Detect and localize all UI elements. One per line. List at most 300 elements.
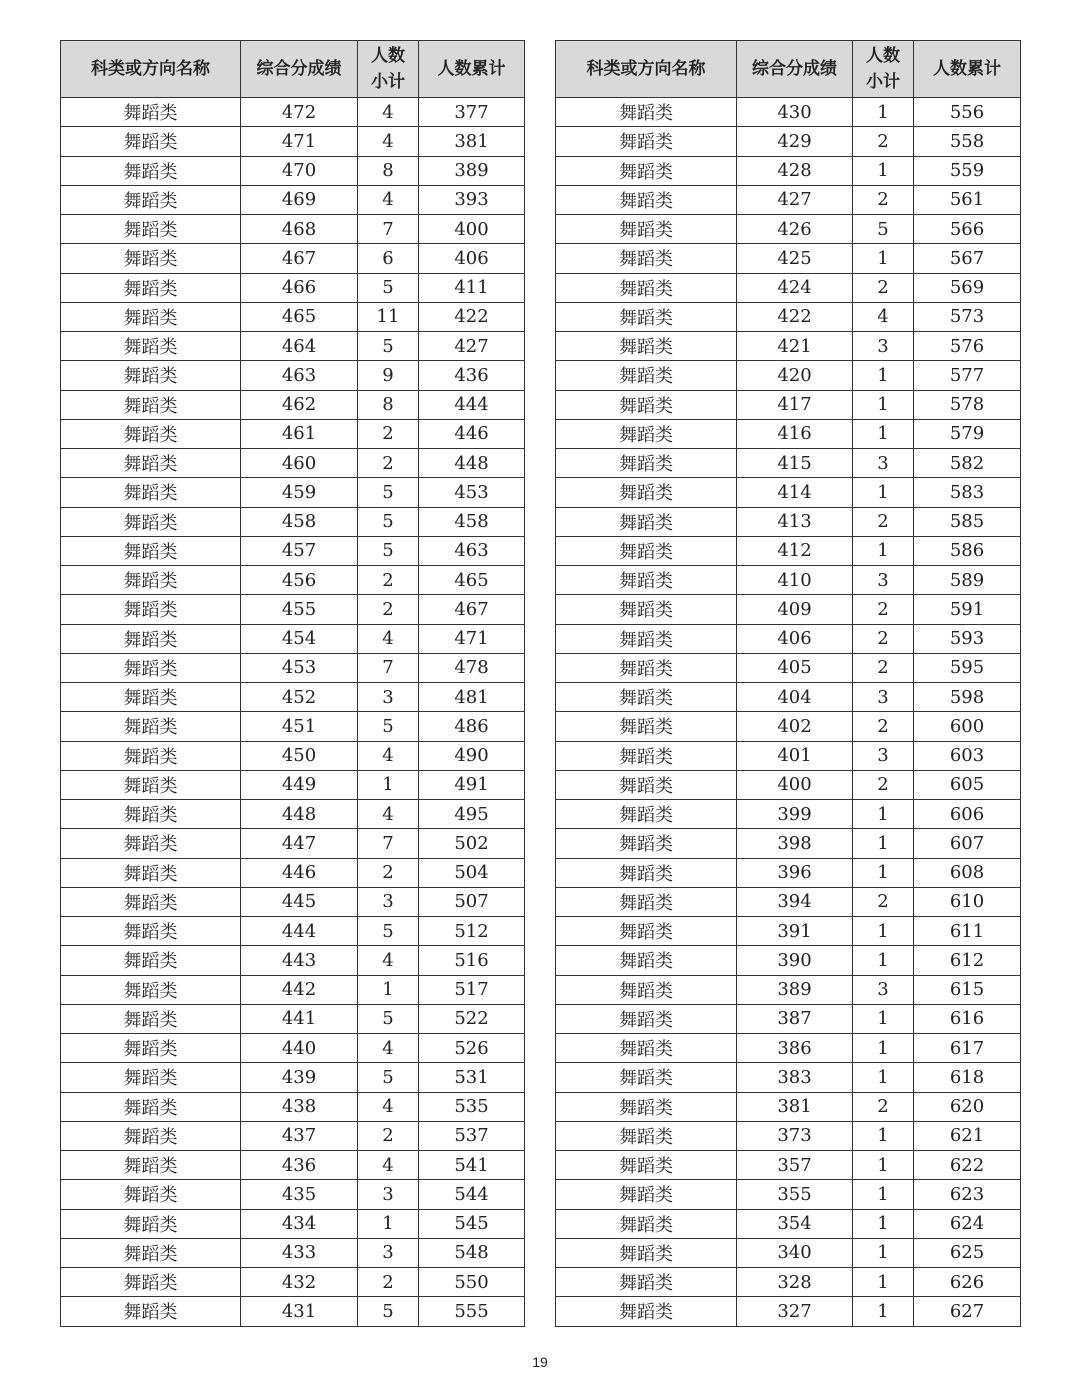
table-row (61, 478, 525, 507)
cell-name: 舞蹈类 (556, 478, 737, 507)
cell-score: 430 (737, 98, 853, 127)
cell-count: 4 (358, 127, 419, 156)
table-row (61, 683, 525, 712)
cell-cumulative: 618 (914, 1063, 1021, 1092)
cell-score: 386 (737, 1034, 853, 1063)
cell-count: 3 (853, 975, 914, 1004)
cell-cumulative: 446 (419, 419, 525, 448)
cell-cumulative: 558 (914, 127, 1021, 156)
cell-count: 5 (358, 478, 419, 507)
cell-count: 4 (358, 624, 419, 653)
cell-cumulative: 548 (419, 1238, 525, 1267)
cell-score: 425 (737, 244, 853, 273)
cell-count: 2 (853, 624, 914, 653)
cell-name: 舞蹈类 (61, 478, 241, 507)
cell-score: 355 (737, 1180, 853, 1209)
cell-score: 415 (737, 449, 853, 478)
cell-cumulative: 591 (914, 595, 1021, 624)
cell-count: 1 (853, 1297, 914, 1326)
cell-count: 1 (853, 419, 914, 448)
cell-score: 402 (737, 712, 853, 741)
cell-count: 1 (853, 829, 914, 858)
cell-cumulative: 573 (914, 302, 1021, 331)
cell-cumulative: 504 (419, 858, 525, 887)
cell-name: 舞蹈类 (61, 273, 241, 302)
table-row (556, 1268, 1021, 1297)
cell-cumulative: 517 (419, 975, 525, 1004)
cell-count: 4 (358, 1092, 419, 1121)
cell-name: 舞蹈类 (61, 1180, 241, 1209)
cell-cumulative: 481 (419, 683, 525, 712)
cell-score: 405 (737, 653, 853, 682)
cell-count: 1 (853, 1121, 914, 1150)
cell-name: 舞蹈类 (61, 156, 241, 185)
cell-score: 400 (737, 770, 853, 799)
table-row (61, 302, 525, 331)
cell-count: 1 (853, 1180, 914, 1209)
cell-score: 453 (241, 653, 358, 682)
table-row (61, 1004, 525, 1033)
cell-count: 3 (853, 449, 914, 478)
cell-score: 439 (241, 1063, 358, 1092)
cell-name: 舞蹈类 (556, 390, 737, 419)
table-row (61, 507, 525, 536)
cell-cumulative: 535 (419, 1092, 525, 1121)
cell-name: 舞蹈类 (61, 975, 241, 1004)
table-row (61, 887, 525, 916)
cell-cumulative: 626 (914, 1268, 1021, 1297)
cell-cumulative: 607 (914, 829, 1021, 858)
cell-name: 舞蹈类 (61, 185, 241, 214)
table-row (556, 1121, 1021, 1150)
cell-cumulative: 615 (914, 975, 1021, 1004)
table-row (61, 1268, 525, 1297)
cell-count: 3 (853, 332, 914, 361)
cell-score: 438 (241, 1092, 358, 1121)
cell-count: 2 (853, 712, 914, 741)
table-row (61, 829, 525, 858)
cell-score: 421 (737, 332, 853, 361)
table-row (61, 1209, 525, 1238)
score-table-left (60, 40, 525, 1327)
cell-score: 354 (737, 1209, 853, 1238)
cell-score: 451 (241, 712, 358, 741)
table-row (61, 946, 525, 975)
table-row (556, 419, 1021, 448)
table-row (556, 1238, 1021, 1267)
cell-score: 435 (241, 1180, 358, 1209)
table-row (556, 361, 1021, 390)
cell-count: 3 (358, 683, 419, 712)
cell-cumulative: 566 (914, 215, 1021, 244)
cell-cumulative: 600 (914, 712, 1021, 741)
cell-cumulative: 610 (914, 887, 1021, 916)
cell-score: 416 (737, 419, 853, 448)
cell-count: 4 (358, 185, 419, 214)
table-row (61, 1297, 525, 1326)
cell-name: 舞蹈类 (61, 1092, 241, 1121)
cell-cumulative: 576 (914, 332, 1021, 361)
cell-name: 舞蹈类 (556, 800, 737, 829)
cell-score: 340 (737, 1238, 853, 1267)
cell-name: 舞蹈类 (556, 1268, 737, 1297)
cell-name: 舞蹈类 (556, 712, 737, 741)
header-cumulative: 人数累计 (419, 41, 525, 98)
cell-name: 舞蹈类 (61, 770, 241, 799)
table-row (61, 1121, 525, 1150)
cell-cumulative: 616 (914, 1004, 1021, 1033)
cell-name: 舞蹈类 (61, 1063, 241, 1092)
cell-name: 舞蹈类 (61, 302, 241, 331)
table-row (556, 712, 1021, 741)
table-row (61, 390, 525, 419)
cell-name: 舞蹈类 (556, 449, 737, 478)
cell-count: 5 (358, 917, 419, 946)
cell-cumulative: 448 (419, 449, 525, 478)
cell-cumulative: 605 (914, 770, 1021, 799)
page-number: 19 (532, 1354, 548, 1370)
cell-name: 舞蹈类 (61, 1268, 241, 1297)
cell-name: 舞蹈类 (61, 829, 241, 858)
table-row (556, 858, 1021, 887)
table-row (61, 595, 525, 624)
cell-score: 434 (241, 1209, 358, 1238)
table-row (61, 624, 525, 653)
cell-score: 448 (241, 800, 358, 829)
cell-count: 2 (853, 507, 914, 536)
cell-cumulative: 545 (419, 1209, 525, 1238)
cell-score: 410 (737, 566, 853, 595)
cell-count: 5 (358, 536, 419, 565)
cell-cumulative: 622 (914, 1151, 1021, 1180)
cell-cumulative: 478 (419, 653, 525, 682)
cell-count: 2 (853, 185, 914, 214)
cell-name: 舞蹈类 (61, 244, 241, 273)
cell-name: 舞蹈类 (61, 98, 241, 127)
cell-score: 458 (241, 507, 358, 536)
cell-score: 381 (737, 1092, 853, 1121)
cell-name: 舞蹈类 (556, 829, 737, 858)
cell-score: 462 (241, 390, 358, 419)
cell-cumulative: 589 (914, 566, 1021, 595)
cell-score: 428 (737, 156, 853, 185)
table-row (556, 273, 1021, 302)
cell-name: 舞蹈类 (556, 1180, 737, 1209)
cell-name: 舞蹈类 (61, 800, 241, 829)
cell-score: 457 (241, 536, 358, 565)
cell-cumulative: 606 (914, 800, 1021, 829)
table-row (556, 1092, 1021, 1121)
score-table-right (555, 40, 1021, 1327)
table-row (61, 1092, 525, 1121)
cell-name: 舞蹈类 (556, 653, 737, 682)
cell-score: 414 (737, 478, 853, 507)
cell-name: 舞蹈类 (61, 653, 241, 682)
cell-cumulative: 620 (914, 1092, 1021, 1121)
cell-name: 舞蹈类 (61, 536, 241, 565)
cell-score: 447 (241, 829, 358, 858)
table-row (556, 449, 1021, 478)
header-count-line1: 人数 (371, 46, 405, 66)
cell-name: 舞蹈类 (61, 887, 241, 916)
cell-cumulative: 490 (419, 741, 525, 770)
cell-score: 464 (241, 332, 358, 361)
cell-name: 舞蹈类 (556, 1063, 737, 1092)
cell-count: 2 (358, 419, 419, 448)
table-body-left (61, 98, 525, 1327)
cell-score: 391 (737, 917, 853, 946)
cell-score: 443 (241, 946, 358, 975)
table-row (61, 741, 525, 770)
cell-name: 舞蹈类 (61, 215, 241, 244)
table-body-right (556, 98, 1021, 1327)
cell-score: 452 (241, 683, 358, 712)
cell-cumulative: 453 (419, 478, 525, 507)
cell-name: 舞蹈类 (556, 536, 737, 565)
cell-count: 7 (358, 829, 419, 858)
cell-count: 2 (358, 566, 419, 595)
cell-score: 427 (737, 185, 853, 214)
cell-cumulative: 516 (419, 946, 525, 975)
cell-cumulative: 585 (914, 507, 1021, 536)
cell-cumulative: 512 (419, 917, 525, 946)
cell-count: 3 (853, 566, 914, 595)
cell-cumulative: 611 (914, 917, 1021, 946)
cell-count: 1 (853, 917, 914, 946)
table-row (61, 653, 525, 682)
cell-count: 3 (358, 1238, 419, 1267)
cell-count: 2 (358, 449, 419, 478)
cell-score: 456 (241, 566, 358, 595)
cell-count: 1 (853, 1063, 914, 1092)
table-row (61, 858, 525, 887)
cell-cumulative: 436 (419, 361, 525, 390)
table-row (61, 273, 525, 302)
cell-count: 1 (853, 1151, 914, 1180)
cell-score: 422 (737, 302, 853, 331)
cell-count: 1 (853, 1209, 914, 1238)
header-cumulative: 人数累计 (914, 41, 1021, 98)
table-row (556, 244, 1021, 273)
cell-name: 舞蹈类 (61, 127, 241, 156)
cell-name: 舞蹈类 (61, 624, 241, 653)
table-row (61, 800, 525, 829)
table-row (61, 419, 525, 448)
cell-count: 5 (358, 273, 419, 302)
cell-name: 舞蹈类 (61, 683, 241, 712)
cell-score: 406 (737, 624, 853, 653)
cell-score: 389 (737, 975, 853, 1004)
cell-cumulative: 544 (419, 1180, 525, 1209)
cell-count: 2 (853, 887, 914, 916)
table-row (61, 536, 525, 565)
cell-name: 舞蹈类 (61, 712, 241, 741)
cell-cumulative: 381 (419, 127, 525, 156)
cell-count: 1 (853, 390, 914, 419)
cell-name: 舞蹈类 (556, 1092, 737, 1121)
cell-cumulative: 406 (419, 244, 525, 273)
cell-name: 舞蹈类 (61, 946, 241, 975)
table-row (61, 244, 525, 273)
cell-cumulative: 491 (419, 770, 525, 799)
cell-score: 442 (241, 975, 358, 1004)
cell-cumulative: 467 (419, 595, 525, 624)
table-row (556, 917, 1021, 946)
cell-score: 426 (737, 215, 853, 244)
cell-cumulative: 579 (914, 419, 1021, 448)
table-row (556, 1004, 1021, 1033)
cell-score: 327 (737, 1297, 853, 1326)
table-row (556, 946, 1021, 975)
cell-count: 7 (358, 215, 419, 244)
cell-count: 1 (853, 858, 914, 887)
table-row (556, 1063, 1021, 1092)
cell-count: 7 (358, 653, 419, 682)
table-row (61, 449, 525, 478)
cell-name: 舞蹈类 (556, 624, 737, 653)
cell-score: 399 (737, 800, 853, 829)
cell-name: 舞蹈类 (556, 244, 737, 273)
cell-count: 5 (358, 1004, 419, 1033)
header-count-line1: 人数 (866, 46, 900, 66)
cell-score: 401 (737, 741, 853, 770)
cell-count: 3 (358, 1180, 419, 1209)
cell-name: 舞蹈类 (556, 946, 737, 975)
cell-count: 2 (853, 127, 914, 156)
table-row (61, 712, 525, 741)
table-row (556, 1209, 1021, 1238)
table-row (556, 624, 1021, 653)
table-row (556, 566, 1021, 595)
cell-score: 467 (241, 244, 358, 273)
cell-cumulative: 444 (419, 390, 525, 419)
cell-score: 383 (737, 1063, 853, 1092)
table-row (556, 741, 1021, 770)
cell-count: 2 (853, 595, 914, 624)
table-row (556, 507, 1021, 536)
table-row (61, 156, 525, 185)
cell-name: 舞蹈类 (556, 156, 737, 185)
cell-cumulative: 555 (419, 1297, 525, 1326)
cell-cumulative: 400 (419, 215, 525, 244)
table-row (556, 98, 1021, 127)
cell-name: 舞蹈类 (556, 507, 737, 536)
cell-score: 394 (737, 887, 853, 916)
table-row (61, 1151, 525, 1180)
cell-score: 417 (737, 390, 853, 419)
header-score: 综合分成绩 (241, 41, 358, 98)
cell-score: 472 (241, 98, 358, 127)
cell-score: 445 (241, 887, 358, 916)
cell-score: 460 (241, 449, 358, 478)
table-row (61, 185, 525, 214)
cell-name: 舞蹈类 (556, 683, 737, 712)
cell-cumulative: 583 (914, 478, 1021, 507)
table-row (61, 332, 525, 361)
cell-count: 1 (853, 536, 914, 565)
table-row (556, 127, 1021, 156)
cell-name: 舞蹈类 (556, 917, 737, 946)
cell-cumulative: 377 (419, 98, 525, 127)
cell-score: 436 (241, 1151, 358, 1180)
cell-count: 1 (853, 1004, 914, 1033)
cell-count: 4 (358, 1034, 419, 1063)
cell-name: 舞蹈类 (61, 332, 241, 361)
cell-count: 5 (358, 1297, 419, 1326)
cell-count: 4 (853, 302, 914, 331)
cell-score: 396 (737, 858, 853, 887)
cell-count: 5 (358, 507, 419, 536)
cell-count: 4 (358, 98, 419, 127)
cell-score: 440 (241, 1034, 358, 1063)
cell-score: 446 (241, 858, 358, 887)
cell-cumulative: 541 (419, 1151, 525, 1180)
cell-count: 1 (853, 800, 914, 829)
cell-name: 舞蹈类 (556, 419, 737, 448)
cell-cumulative: 550 (419, 1268, 525, 1297)
header-count (358, 41, 419, 98)
cell-score: 450 (241, 741, 358, 770)
cell-score: 470 (241, 156, 358, 185)
cell-score: 431 (241, 1297, 358, 1326)
table-row (556, 478, 1021, 507)
cell-cumulative: 625 (914, 1238, 1021, 1267)
table-row (556, 800, 1021, 829)
cell-score: 468 (241, 215, 358, 244)
cell-cumulative: 627 (914, 1297, 1021, 1326)
cell-count: 1 (853, 98, 914, 127)
table-row (556, 887, 1021, 916)
cell-score: 420 (737, 361, 853, 390)
cell-score: 412 (737, 536, 853, 565)
cell-name: 舞蹈类 (61, 1121, 241, 1150)
cell-name: 舞蹈类 (61, 1034, 241, 1063)
cell-score: 469 (241, 185, 358, 214)
cell-name: 舞蹈类 (556, 1209, 737, 1238)
table-row (61, 1063, 525, 1092)
cell-score: 465 (241, 302, 358, 331)
cell-score: 429 (737, 127, 853, 156)
cell-name: 舞蹈类 (61, 507, 241, 536)
table-row (556, 683, 1021, 712)
cell-count: 4 (358, 800, 419, 829)
cell-count: 4 (358, 741, 419, 770)
cell-cumulative: 608 (914, 858, 1021, 887)
cell-cumulative: 561 (914, 185, 1021, 214)
cell-count: 1 (853, 361, 914, 390)
cell-score: 441 (241, 1004, 358, 1033)
table-row (61, 1034, 525, 1063)
table-row (556, 156, 1021, 185)
table-row (556, 185, 1021, 214)
cell-cumulative: 567 (914, 244, 1021, 273)
cell-score: 432 (241, 1268, 358, 1297)
cell-name: 舞蹈类 (61, 1238, 241, 1267)
cell-score: 357 (737, 1151, 853, 1180)
cell-cumulative: 578 (914, 390, 1021, 419)
cell-name: 舞蹈类 (556, 332, 737, 361)
cell-score: 449 (241, 770, 358, 799)
table-row (61, 975, 525, 1004)
table-row (556, 302, 1021, 331)
table-row (61, 127, 525, 156)
cell-name: 舞蹈类 (556, 1034, 737, 1063)
cell-score: 413 (737, 507, 853, 536)
cell-name: 舞蹈类 (556, 127, 737, 156)
cell-cumulative: 593 (914, 624, 1021, 653)
cell-cumulative: 603 (914, 741, 1021, 770)
cell-name: 舞蹈类 (61, 1297, 241, 1326)
